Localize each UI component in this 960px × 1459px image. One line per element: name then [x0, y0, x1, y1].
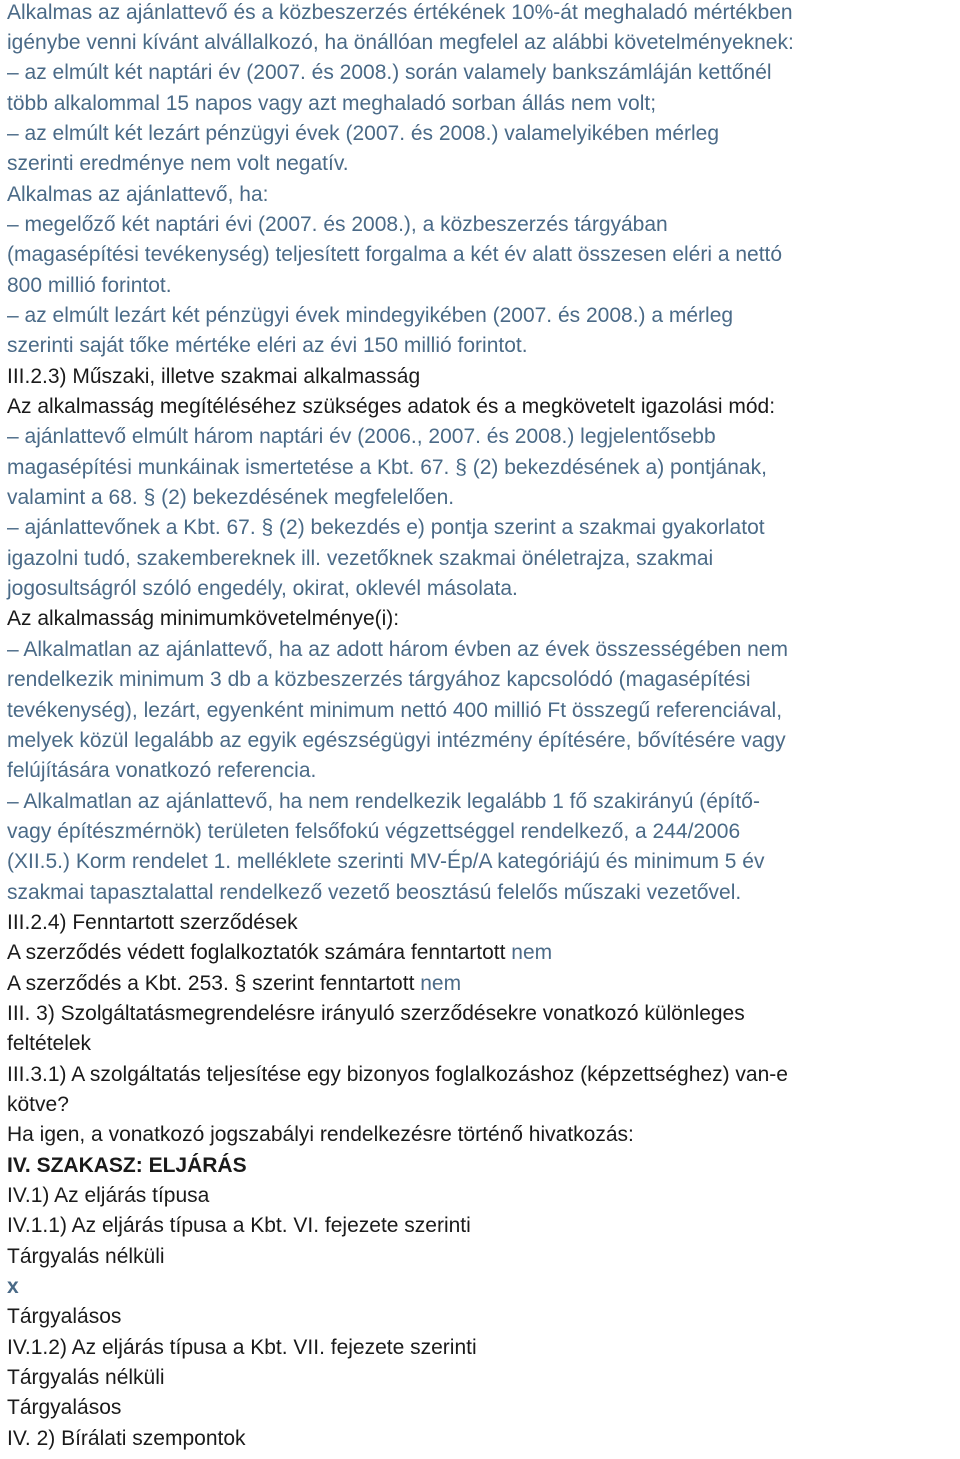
- text-line: több alkalommal 15 napos vagy azt meghaladó sorban állás nem volt;: [7, 92, 657, 115]
- text-line: Az alkalmasság minimumkövetelménye(i):: [7, 607, 400, 630]
- text-line: Alkalmas az ajánlattevő és a közbeszerzés értékének 10%-át meghaladó mértékben: [7, 1, 793, 24]
- text-line: vagy építészmérnök) területen felsőfokú végzettséggel rendelkező, a 244/2006: [7, 820, 741, 843]
- text-line: A szerződés védett foglalkoztatók számára fenntartott nem: [7, 941, 553, 964]
- text-line: – Alkalmatlan az ajánlattevő, ha nem rendelkezik legalább 1 fő szakirányú (építő-: [7, 790, 760, 813]
- text-line: igazolni tudó, szakembereknek ill. vezetőknek szakmai önéletrajza, szakmai: [7, 547, 714, 570]
- text-line: (XII.5.) Korm rendelet 1. melléklete szerinti MV-Ép/A kategóriájú és minimum 5 év: [7, 850, 765, 873]
- text-line: tevékenység), lezárt, egyenként minimum nettó 400 millió Ft összegű referenciával,: [7, 699, 783, 722]
- value-nem: nem: [414, 972, 462, 995]
- text-line: – az elmúlt két naptári év (2007. és 2008.) során valamely bankszámláján kettőnél: [7, 61, 772, 84]
- text-line: – ajánlattevőnek a Kbt. 67. § (2) bekezdés e) pontja szerint a szakmai gyakorlatot: [7, 516, 765, 539]
- text-line: – az elmúlt lezárt két pénzügyi évek mindegyikében (2007. és 2008.) a mérleg: [7, 304, 734, 327]
- text-line: igénybe venni kívánt alvállalkozó, ha önállóan megfelel az alábbi követelményeknek:: [7, 31, 794, 54]
- section-heading: IV. 2) Bírálati szempontok: [7, 1427, 246, 1450]
- text-line: Ha igen, a vonatkozó jogszabályi rendelkezésre történő hivatkozás:: [7, 1123, 634, 1146]
- section-heading: III.2.4) Fenntartott szerződések: [7, 911, 298, 934]
- text-line: – az elmúlt két lezárt pénzügyi évek (2007. és 2008.) valamelyikében mérleg: [7, 122, 720, 145]
- option-label: Tárgyalás nélküli: [7, 1245, 165, 1268]
- text-line: kötve?: [7, 1093, 69, 1116]
- text-line: szakmai tapasztalattal rendelkező vezető beosztású felelős műszaki vezetővel.: [7, 881, 742, 904]
- selection-mark: x: [7, 1275, 19, 1298]
- option-label: Tárgyalásos: [7, 1305, 122, 1328]
- section-heading: IV.1.1) Az eljárás típusa a Kbt. VI. fejezete szerinti: [7, 1214, 471, 1237]
- text-line: valamint a 68. § (2) bekezdésének megfelelően.: [7, 486, 455, 509]
- text-line: rendelkezik minimum 3 db a közbeszerzés tárgyához kapcsolódó (magasépítési: [7, 668, 751, 691]
- text-line: – ajánlattevő elmúlt három naptári év (2006., 2007. és 2008.) legjelentősebb: [7, 425, 716, 448]
- text-line: A szerződés a Kbt. 253. § szerint fenntartott nem: [7, 972, 462, 995]
- text-line: – megelőző két naptári évi (2007. és 2008.), a közbeszerzés tárgyában: [7, 213, 668, 236]
- text-line: feltételek: [7, 1032, 92, 1055]
- section-heading: III.2.3) Műszaki, illetve szakmai alkalmasság: [7, 365, 421, 388]
- text-line: – Alkalmatlan az ajánlattevő, ha az adott három évben az évek összességében nem: [7, 638, 788, 661]
- text-line: jogosultságról szóló engedély, okirat, oklevél másolata.: [7, 577, 518, 600]
- text-line: felújítására vonatkozó referencia.: [7, 759, 317, 782]
- text-line: 800 millió forintot.: [7, 274, 172, 297]
- text-line: magasépítési munkáinak ismertetése a Kbt. 67. § (2) bekezdésének a) pontjának,: [7, 456, 767, 479]
- section-heading: IV.1.2) Az eljárás típusa a Kbt. VII. fejezete szerinti: [7, 1336, 477, 1359]
- section-heading: III.3.1) A szolgáltatás teljesítése egy bizonyos foglalkozáshoz (képzettséghez) van-e: [7, 1063, 788, 1086]
- option-label: Tárgyalásos: [7, 1396, 122, 1419]
- section-heading: IV.1) Az eljárás típusa: [7, 1184, 210, 1207]
- text-line: Az alkalmasság megítéléséhez szükséges adatok és a megkövetelt igazolási mód:: [7, 395, 776, 418]
- text-line: Alkalmas az ajánlattevő, ha:: [7, 183, 269, 206]
- option-label: Tárgyalás nélküli: [7, 1366, 165, 1389]
- text-line: szerinti saját tőke mértéke eléri az évi 150 millió forintot.: [7, 334, 528, 357]
- text-line: szerinti eredménye nem volt negatív.: [7, 152, 349, 175]
- text-line: (magasépítési tevékenység) teljesített forgalma a két év alatt összesen eléri a nettó: [7, 243, 783, 266]
- section-heading: III. 3) Szolgáltatásmegrendelésre irányuló szerződésekre vonatkozó különleges: [7, 1002, 745, 1025]
- text-line: melyek közül legalább az egyik egészségügyi intézmény építésére, bővítésére vagy: [7, 729, 786, 752]
- value-nem: nem: [505, 941, 553, 964]
- section-title: IV. SZAKASZ: ELJÁRÁS: [7, 1154, 247, 1177]
